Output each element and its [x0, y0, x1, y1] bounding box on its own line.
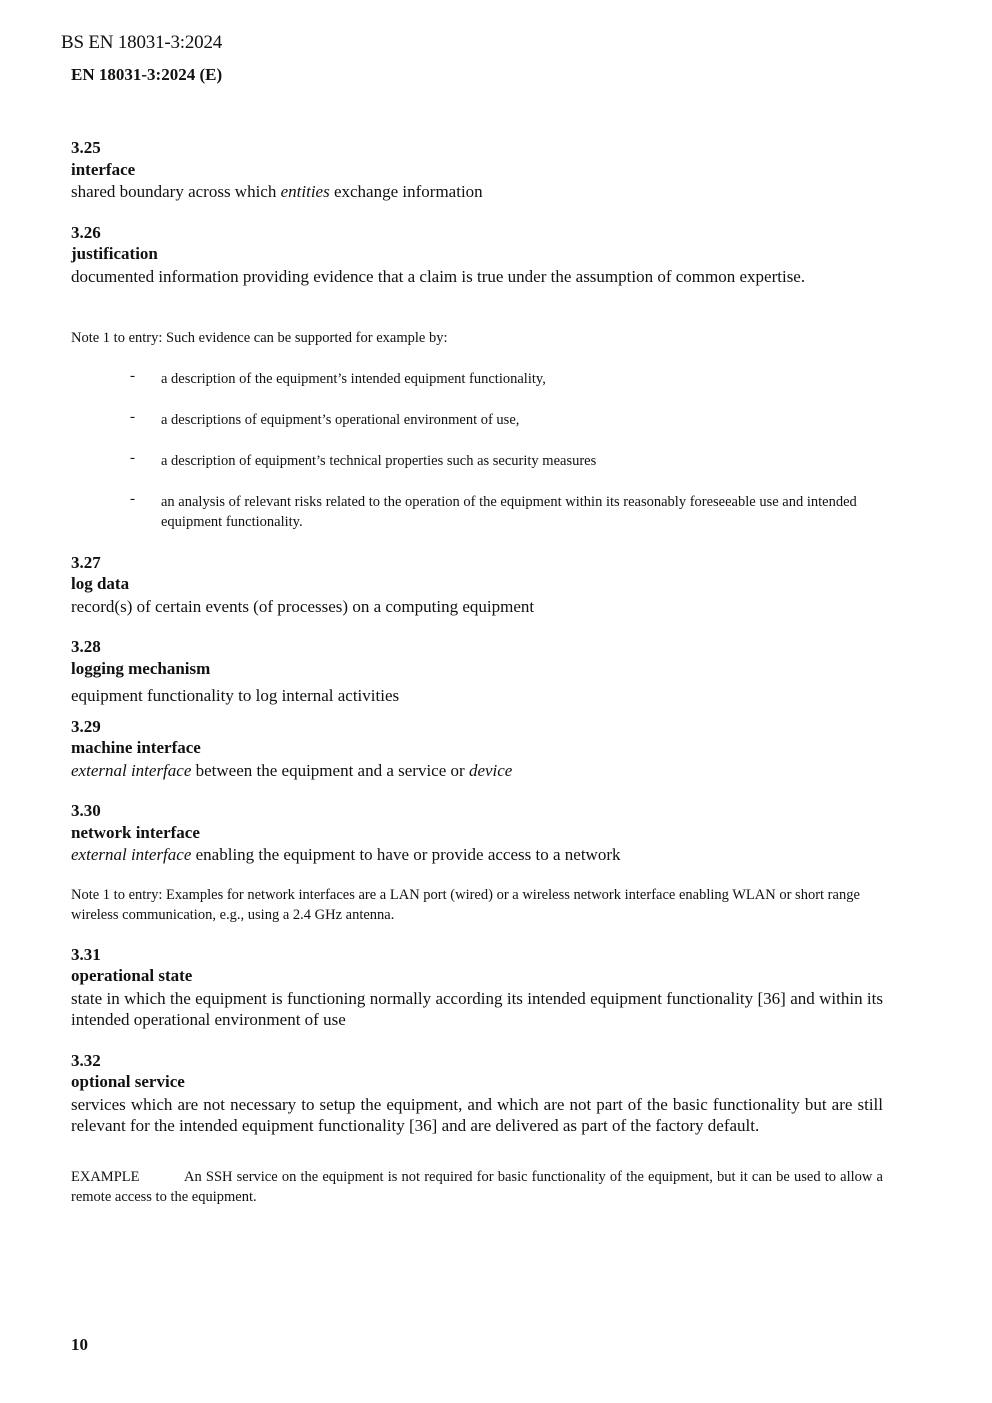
definition-crossref: entities [280, 182, 330, 201]
entry-term: machine interface [71, 738, 201, 757]
entry-number: 3.31 [71, 945, 101, 964]
definition-crossref: device [468, 761, 513, 780]
bullet-marker: - [130, 368, 135, 384]
entry-definition [71, 844, 883, 865]
example-label: EXAMPLE [71, 1169, 140, 1185]
entry-definition: services which are not necessary to setup the equipment, and which are not part of the basic functionality but are still relevant for the intended equipment functionality [36] and are delivered as part of the factory default. [71, 1095, 883, 1135]
bullet-item: a descriptions of equipment’s operational environment of use, [161, 412, 520, 428]
example-text: An SSH service on the equipment is not required for basic functionality of the equipment, but it can be used to allow a remote access to the equipment. [71, 1169, 883, 1205]
entry-note: Note 1 to entry: Examples for network interfaces are a LAN port (wired) or a wireless network interface enabling WLAN or short range wireless communication, e.g., using a 2.4 GHz antenna. [71, 887, 860, 923]
bullet-marker: - [130, 491, 135, 507]
entry-example [71, 1167, 883, 1207]
entry-number: 3.29 [71, 717, 101, 736]
document-sub-id: EN 18031-3:2024 (E) [71, 65, 223, 84]
entry-number: 3.26 [71, 223, 101, 242]
entry-term: logging mechanism [71, 659, 211, 678]
entry-number: 3.27 [71, 553, 101, 572]
bullet-marker: - [130, 409, 135, 425]
entry-definition [71, 760, 883, 781]
definition-crossref: external interface [71, 761, 192, 780]
bullet-item: a description of the equipment’s intended equipment functionality, [161, 371, 546, 387]
entry-term: network interface [71, 823, 200, 842]
entry-definition [71, 181, 883, 202]
entry-term: operational state [71, 966, 193, 985]
bullet-item: an analysis of relevant risks related to the operation of the equipment within its reasonably foreseeable use and intended equipment functionality. [161, 494, 857, 530]
entry-number: 3.28 [71, 637, 101, 656]
definition-text: between the equipment and a service or [191, 761, 469, 780]
bullet-item: a description of equipment’s technical properties such as security measures [161, 453, 597, 469]
entry-definition: documented information providing evidence that a claim is true under the assumption of common expertise. [71, 267, 806, 286]
entry-term: log data [71, 574, 130, 593]
entry-number: 3.30 [71, 801, 101, 820]
document-standard-id: BS EN 18031-3:2024 [61, 32, 223, 53]
entry-definition: record(s) of certain events (of processes) on a computing equipment [71, 597, 535, 616]
page-number: 10 [71, 1335, 88, 1354]
bullet-marker: - [130, 450, 135, 466]
definition-text: enabling the equipment to have or provide access to a network [191, 845, 621, 864]
entry-term: interface [71, 160, 136, 179]
entry-number: 3.32 [71, 1051, 101, 1070]
entry-definition: equipment functionality to log internal activities [71, 686, 400, 705]
entry-number: 3.25 [71, 138, 101, 157]
definition-text: exchange information [329, 182, 483, 201]
entry-definition: state in which the equipment is functioning normally according its intended equipment functionality [36] and within its intended operational environment of use [71, 989, 883, 1029]
definition-text: shared boundary across which [71, 182, 281, 201]
entry-term: optional service [71, 1072, 185, 1091]
entry-term: justification [71, 244, 158, 263]
definition-crossref: external interface [71, 845, 192, 864]
entry-note: Note 1 to entry: Such evidence can be supported for example by: [71, 330, 448, 346]
